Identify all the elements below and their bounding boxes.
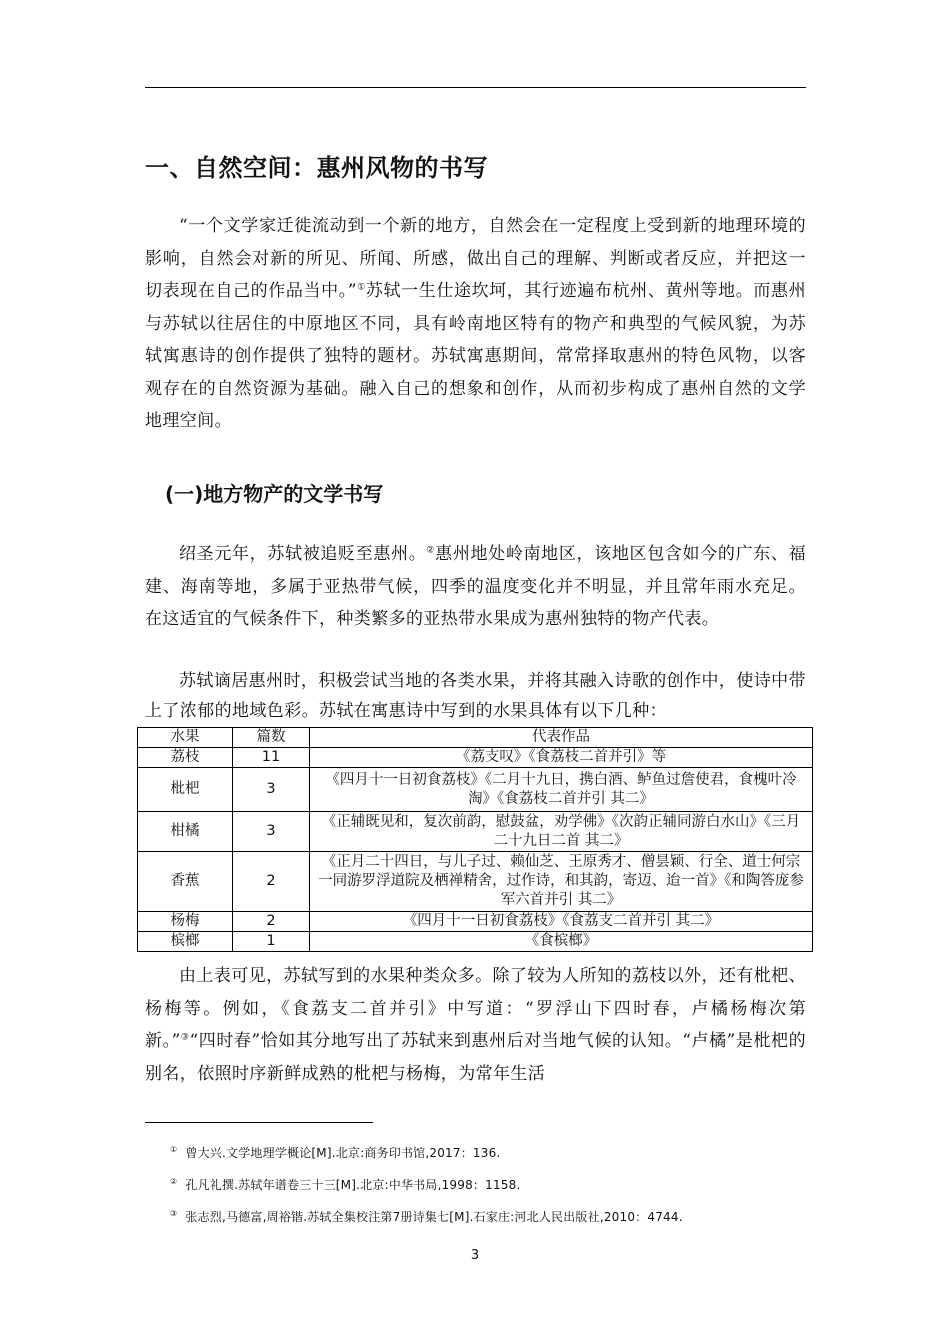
count-cell: 3 bbox=[233, 812, 310, 852]
works-cell: 《四月十一日初食荔枝》《食荔支二首并引 其二》 bbox=[310, 912, 813, 932]
footnote-1 bbox=[170, 1144, 500, 1161]
paragraph-text: “一个文学家迁徙流动到一个新的地方，自然会在一定程度上受到新的地理环境的影响，自然会对新的所见、所闻、所感，做出自己的理解、判断或者反应，并把这一切表现在自己的作品当中。” bbox=[145, 216, 806, 301]
header-cell: 水果 bbox=[138, 728, 233, 748]
count-cell: 2 bbox=[233, 912, 310, 932]
count-cell: 2 bbox=[233, 852, 310, 912]
header-cell: 篇数 bbox=[233, 728, 310, 748]
fruit-cell: 槟榔 bbox=[138, 932, 233, 952]
footnote-mark: ① bbox=[170, 1145, 178, 1154]
fruit-table bbox=[137, 727, 813, 952]
count-cell: 3 bbox=[233, 768, 310, 812]
fruit-cell: 柑橘 bbox=[138, 812, 233, 852]
footnote-2 bbox=[170, 1176, 520, 1193]
works-cell: 《食槟榔》 bbox=[310, 932, 813, 952]
footnote-3 bbox=[170, 1208, 683, 1225]
table-row bbox=[138, 852, 813, 912]
subsection-heading: (一)地方物产的文学书写 bbox=[165, 482, 384, 506]
works-cell: 《正辅既见和，复次前韵，慰鼓盆，劝学佛》《次韵正辅同游白水山》《三月二十九日二首 其二》 bbox=[310, 812, 813, 852]
footnote-rule bbox=[145, 1122, 373, 1123]
fruit-cell: 枇杷 bbox=[138, 768, 233, 812]
fruit-cell: 香蕉 bbox=[138, 852, 233, 912]
footnote-text: 曾大兴.文学地理学概论[M].北京:商务印书馆,2017：136. bbox=[185, 1146, 501, 1160]
fruit-cell: 荔枝 bbox=[138, 748, 233, 768]
works-cell: 《四月十一日初食荔枝》《二月十九日，携白酒、鲈鱼过詹使君，食槐叶冷淘》《食荔枝二首并引 其二》 bbox=[310, 768, 813, 812]
header-cell: 代表作品 bbox=[310, 728, 813, 748]
footnote-text: 张志烈,马德富,周裕锴.苏轼全集校注第7册诗集七[M].石家庄:河北人民出版社,2010：4744. bbox=[185, 1210, 683, 1224]
footnote-mark: ③ bbox=[170, 1209, 178, 1218]
fruit-cell: 杨梅 bbox=[138, 912, 233, 932]
footnote-ref-3[interactable]: ③ bbox=[180, 1032, 190, 1043]
works-cell: 《正月二十四日，与儿子过、赖仙芝、王原秀才、僧昙颖、行全、道士何宗一同游罗浮道院及栖禅精舍，过作诗，和其韵，寄迈、迨一首》《和陶答庞参军六首并引 其二》 bbox=[310, 852, 813, 912]
count-cell: 1 bbox=[233, 932, 310, 952]
table-row bbox=[138, 768, 813, 812]
table-row bbox=[138, 912, 813, 932]
paragraph-4 bbox=[145, 960, 806, 1090]
table-header-row bbox=[138, 728, 813, 748]
works-cell: 《荔支叹》《食荔枝二首并引》等 bbox=[310, 748, 813, 768]
table-row bbox=[138, 932, 813, 952]
paragraph-text: 绍圣元年，苏轼被追贬至惠州。 bbox=[179, 544, 427, 564]
footnote-text: 孔凡礼撰.苏轼年谱卷三十三[M].北京:中华书局,1998：1158. bbox=[185, 1178, 521, 1192]
paragraph-2 bbox=[145, 538, 806, 636]
paragraph-text: 苏轼一生仕途坎坷，其行迹遍布杭州、黄州等地。而惠州与苏轼以往居住的中原地区不同，具有岭南地区特有的物产和典型的气候风貌，为苏轼寓惠诗的创作提供了独特的题材。苏轼寓惠期间，常常择取惠州的特色风物，以客观存在的自然资源为基础。融入自己的想象和创作，从而初步构成了惠州自然的文学地理空间。 bbox=[145, 281, 807, 431]
paragraph-3: 苏轼谪居惠州时，积极尝试当地的各类水果，并将其融入诗歌的创作中，使诗中带上了浓郁的地域色彩。苏轼在寓惠诗中写到的水果具体有以下几种： bbox=[145, 671, 806, 721]
header-rule bbox=[145, 87, 806, 88]
footnote-ref-2[interactable]: ② bbox=[426, 545, 436, 556]
paragraph-text: 惠州地处岭南地区，该地区包含如今的广东、福建、海南等地，多属于亚热带气候，四季的温度变化并不明显，并且常年雨水充足。在这适宜的气候条件下，种类繁多的亚热带水果成为惠州独特的物产代表。 bbox=[145, 544, 806, 629]
paragraph-text: 由上表可见，苏轼写到的水果种类众多。除了较为人所知的荔枝以外，还有枇杷、杨梅等。例如，《食荔支二首并引》中写道：“罗浮山下四时春，卢橘杨梅次第新。” bbox=[145, 966, 806, 1051]
paragraph-text: “四时春”恰如其分地写出了苏轼来到惠州后对当地气候的认知。“卢橘”是枇杷的别名，依照时序新鲜成熟的枇杷与杨梅，为常年生活 bbox=[145, 1031, 806, 1084]
table-row bbox=[138, 812, 813, 852]
footnote-ref-1[interactable]: ① bbox=[356, 282, 366, 293]
count-cell: 11 bbox=[233, 748, 310, 768]
table-row bbox=[138, 748, 813, 768]
footnote-mark: ② bbox=[170, 1177, 178, 1186]
section-heading: 一、自然空间：惠州风物的书写 bbox=[145, 154, 488, 182]
page-number: 3 bbox=[470, 1248, 480, 1263]
paragraph-1 bbox=[145, 210, 806, 438]
